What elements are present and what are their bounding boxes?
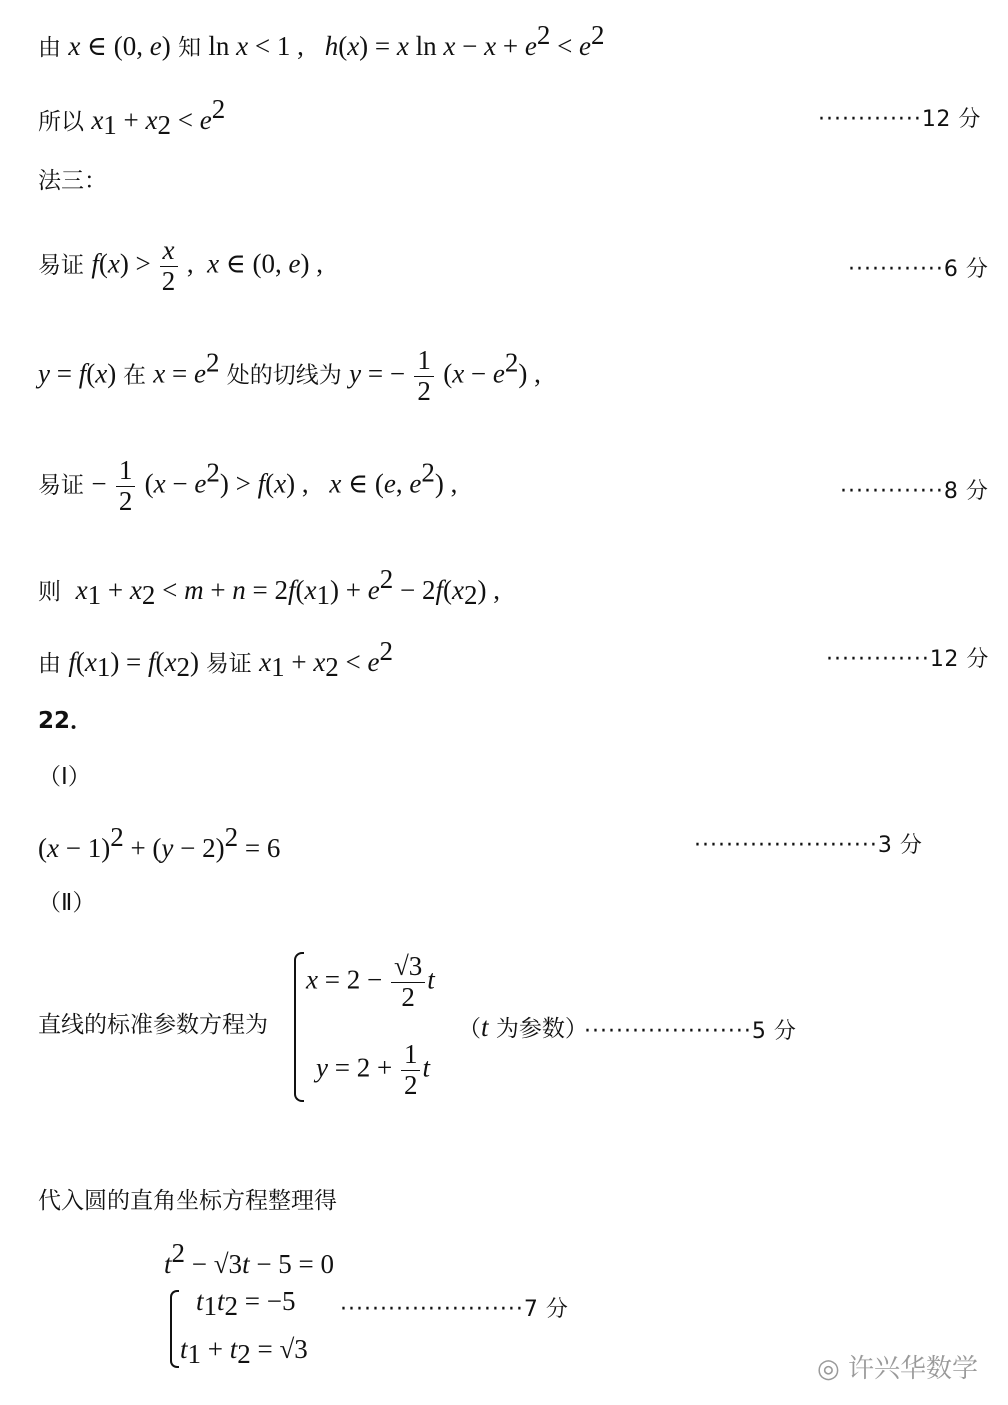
line-conclusion-1: 所以 $x_1 + x_2 < e^2$ [38, 94, 226, 140]
score-6: ············6 分 [848, 257, 989, 282]
score-8: ·············8 分 [840, 479, 989, 504]
score-7: ·······················7 分 [340, 1297, 569, 1322]
text-suoyi: 所以 [38, 109, 84, 135]
score-5: ·····················5 分 [584, 1019, 797, 1044]
text-method3: 法三： [38, 168, 107, 194]
line-param-label: 直线的标准参数方程为 [38, 1012, 268, 1038]
line-circle-eq: $(x - 1)^2 + (y - 2)^2 = 6$ [38, 822, 281, 863]
text-you: 由 [38, 35, 61, 61]
problem-number: 22． [38, 708, 94, 734]
line-ineq-1: 易证 f(x) > $\frac{x}{2}$ , x ∈ (0, e) , [38, 235, 324, 296]
param-x: x = 2 − $\frac{√3}{2}$ t [306, 951, 435, 1012]
text-you-2: 由 [38, 651, 61, 677]
text-yizheng-3: 易证 [205, 651, 252, 677]
line-ineq-2: 易证 − $\frac{1}{2}$ $(x - e^2) > f(x)$ , x ∈ (e, $e^2$) , [38, 455, 458, 516]
brace-param [294, 952, 304, 1102]
text-yizheng-2: 易证 [38, 472, 84, 499]
wechat-icon: ◎ [817, 1354, 840, 1384]
method-3-heading [38, 170, 107, 193]
score-3: ·······················3 分 [694, 833, 923, 858]
text-zai: 在 [122, 362, 146, 389]
score-12-a: ·············12 分 [818, 107, 981, 132]
line-h-bound: 由 x ∈ (0, e) 知 ln x < 1 , h(x) = x $\ln x - x + e^2 < e^2$ [38, 20, 605, 61]
watermark: ◎ 许兴华数学 [817, 1354, 978, 1384]
line-then: 则 $x_1 + x_2 < m + n = 2f(x_1) + e^2 - 2f(x_2)$ , [38, 564, 500, 610]
text-yizheng-1: 易证 [38, 252, 84, 279]
quad-eq: $t^2 - √3t - 5 = 0$ [164, 1238, 335, 1279]
text-ze: 则 [38, 579, 61, 605]
part-2-heading: （Ⅱ） [38, 890, 96, 916]
score-12-b: ·············12 分 [826, 647, 989, 672]
vieta-sum: $t_1 + t_2 = √3$ [180, 1334, 308, 1369]
line-substitute: 代入圆的直角坐标方程整理得 [38, 1188, 337, 1214]
part-1-heading: （Ⅰ） [38, 764, 91, 790]
brace-vieta [170, 1290, 179, 1368]
line-tangent: y = f(x) 在 $x = e^2$ 处的切线为 y = − $\frac{1}{2}$ $(x - e^2)$ , [38, 345, 541, 406]
text-qiexian: 处的切线为 [226, 362, 342, 389]
line-conclusion-2: 由 $f(x_1) = f(x_2)$ 易证 $x_1 + x_2 < e^2$ [38, 636, 394, 682]
text-zhi: 知 [178, 35, 202, 61]
vieta-product: $t_1t_2 = -5$ [196, 1286, 296, 1321]
param-y: y = 2 + $\frac{1}{2}$ t [316, 1039, 430, 1100]
param-note: （t 为参数） [458, 1012, 588, 1042]
